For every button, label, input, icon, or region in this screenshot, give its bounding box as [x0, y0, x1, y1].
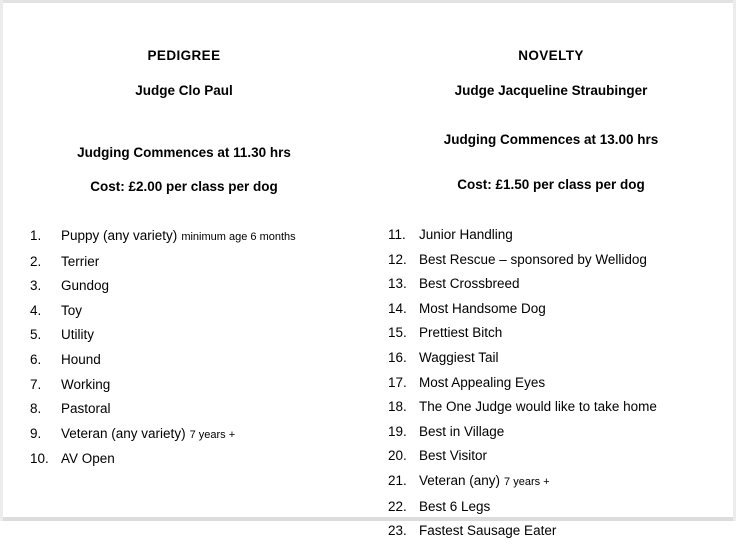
class-number: 18.: [388, 399, 407, 415]
list-item: [388, 495, 726, 520]
novelty-class-list: [376, 223, 726, 544]
class-note: 7 years +: [504, 475, 550, 488]
class-label: AV Open: [61, 451, 115, 467]
class-label: Best Visitor: [419, 448, 488, 464]
class-number: 1.: [30, 228, 42, 243]
class-number: 2.: [30, 253, 42, 269]
class-label: Most Appealing Eyes: [419, 374, 546, 390]
class-number: 10.: [30, 451, 49, 467]
novelty-judge: Judge Jacqueline Straubinger: [454, 83, 648, 98]
pedigree-cost: Cost: £2.00 per class per dog: [90, 179, 278, 194]
list-item: [388, 223, 726, 248]
class-number: 4.: [30, 302, 42, 318]
class-number: 9.: [30, 425, 42, 441]
novelty-title: NOVELTY: [518, 48, 584, 63]
class-label: Pastoral: [61, 401, 111, 417]
class-label: Fastest Sausage Eater: [419, 523, 557, 539]
class-label: Gundog: [61, 278, 110, 294]
class-number: 11.: [388, 227, 406, 242]
class-label: The One Judge would like to take home: [419, 399, 657, 415]
list-item: [30, 323, 350, 348]
class-label: Best 6 Legs: [419, 498, 491, 514]
list-item: [30, 274, 350, 299]
class-label: Junior Handling: [419, 227, 513, 242]
class-label: Veteran (any): [419, 472, 501, 488]
novelty-column: [368, 0, 736, 539]
class-number: 19.: [388, 423, 407, 439]
class-label: Waggiest Tail: [419, 349, 499, 365]
pedigree-class-list: [18, 224, 350, 472]
novelty-judging-commences: Judging Commences at 13.00 hrs: [443, 132, 659, 147]
list-item: [388, 346, 726, 371]
list-item: [388, 444, 726, 469]
list-item: [388, 420, 726, 445]
list-item: [30, 397, 350, 422]
list-item: [388, 371, 726, 396]
class-number: 14.: [388, 300, 407, 316]
class-number: 20.: [388, 448, 407, 464]
list-item: [388, 297, 726, 322]
class-number: 13.: [388, 276, 407, 292]
list-item: [30, 373, 350, 398]
class-number: 16.: [388, 349, 407, 365]
list-item: [30, 422, 350, 448]
class-label: Utility: [61, 327, 94, 343]
class-number: 15.: [388, 325, 407, 341]
class-number: 3.: [30, 278, 42, 294]
list-item: [30, 299, 350, 324]
class-number: 23.: [388, 523, 407, 539]
class-label: Prettiest Bitch: [419, 325, 503, 341]
list-item: [30, 250, 350, 275]
class-number: 6.: [30, 351, 42, 367]
class-label: Toy: [61, 302, 83, 318]
class-label: Hound: [61, 351, 101, 367]
list-item: [388, 272, 726, 297]
list-item: [388, 519, 726, 544]
pedigree-judge: Judge Clo Paul: [135, 83, 233, 98]
class-label: Most Handsome Dog: [419, 300, 546, 316]
class-label: Terrier: [61, 253, 100, 269]
class-label: Veteran (any variety): [61, 425, 186, 441]
class-label: Best Rescue – sponsored by Wellidog: [419, 251, 647, 267]
list-item: [388, 248, 726, 273]
class-label: Best in Village: [419, 423, 505, 439]
pedigree-title: PEDIGREE: [147, 48, 221, 63]
class-number: 8.: [30, 401, 42, 417]
class-number: 17.: [388, 374, 407, 390]
class-note: minimum age 6 months: [181, 231, 296, 243]
list-item: [388, 321, 726, 346]
class-number: 21.: [388, 472, 407, 488]
class-label: Working: [61, 376, 111, 392]
list-item: [30, 224, 350, 250]
list-item: [30, 447, 350, 472]
class-number: 7.: [30, 376, 42, 392]
class-number: 22.: [388, 498, 407, 514]
class-note: 7 years +: [189, 428, 236, 441]
class-label: Puppy (any variety): [61, 228, 178, 243]
class-label: Best Crossbreed: [419, 276, 520, 292]
list-item: [30, 348, 350, 373]
class-number: 12.: [388, 251, 407, 267]
pedigree-column: [0, 0, 368, 521]
novelty-cost: Cost: £1.50 per class per dog: [457, 177, 645, 192]
list-item: [388, 469, 726, 495]
class-number: 5.: [30, 327, 42, 343]
list-item: [388, 395, 726, 420]
pedigree-judging-commences: Judging Commences at 11.30 hrs: [77, 145, 291, 160]
